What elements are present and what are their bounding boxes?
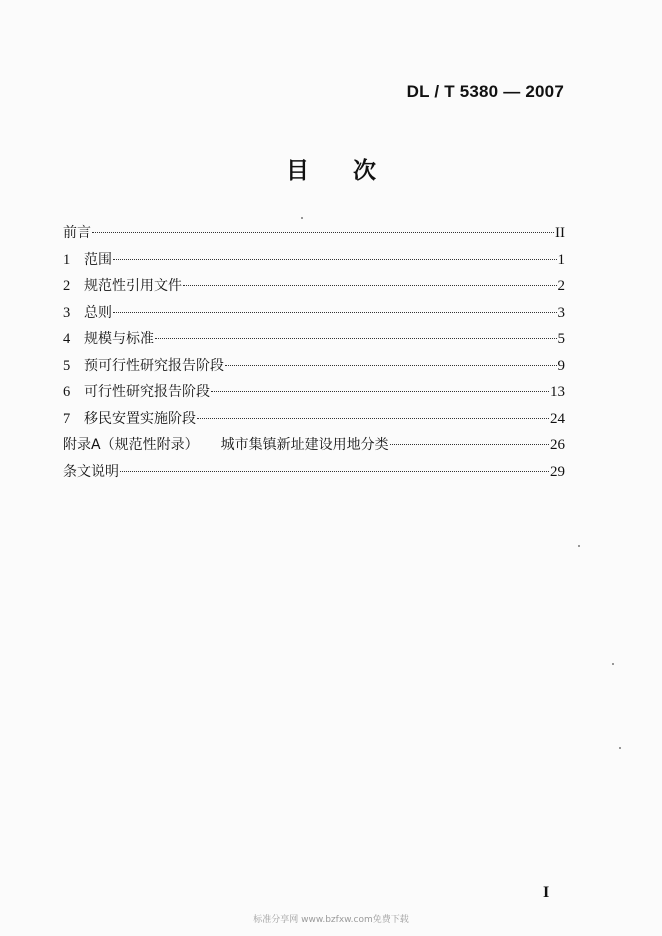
toc-leader-dots [120,471,549,472]
toc-leader-dots [113,259,557,260]
toc-leader-dots [390,444,549,445]
toc-entry-label: 规范性引用文件 [84,278,182,294]
scan-speck [619,747,621,749]
toc-entry-1[interactable] [63,249,565,276]
toc-entry-page: 9 [557,357,565,374]
toc-entry-appendix-a[interactable] [63,434,565,461]
toc-entry-4[interactable] [63,328,565,355]
table-of-contents [63,222,565,487]
scan-speck [578,545,580,547]
toc-entry-page: 5 [557,331,565,347]
toc-entry-page: 29 [550,463,565,480]
toc-entry-number: 7 [63,410,71,427]
toc-entry-number: 1 [63,251,71,268]
toc-entry-subtitle: 城市集镇新址建设用地分类 [220,437,389,453]
toc-leader-dots [92,232,554,233]
toc-leader-dots [155,338,557,339]
toc-entry-number: 6 [63,384,71,400]
toc-entry-page: II [555,225,565,241]
title-char-2: 次 [353,158,376,184]
toc-entry-5[interactable] [63,355,565,382]
title-char-1: 目 [286,158,309,184]
toc-entry-number: 2 [63,278,71,294]
toc-entry-6[interactable] [63,381,565,408]
toc-entry-3[interactable] [63,302,565,329]
toc-entry-explanation[interactable] [63,461,565,488]
toc-entry-number: 3 [63,304,71,321]
scan-speck [301,217,303,219]
page-title [0,152,662,185]
toc-entry-page: 1 [557,251,565,268]
toc-leader-dots [183,285,557,286]
toc-entry-label: 总则 [84,304,112,321]
toc-entry-foreword[interactable] [63,222,565,249]
toc-entry-number: 4 [63,331,71,347]
toc-entry-label: 可行性研究报告阶段 [84,384,210,400]
standard-code: DL / T 5380 — 2007 [406,82,564,101]
toc-leader-dots [225,365,557,366]
toc-leader-dots [113,312,557,313]
toc-entry-page: 13 [550,384,565,400]
page-folio: I [543,884,550,901]
toc-leader-dots [211,391,549,392]
toc-entry-label: 规模与标准 [84,331,154,347]
watermark-footer: 标准分享网 www.bzfxw.com免费下载 [253,915,409,925]
scan-speck [612,663,614,665]
toc-entry-page: 2 [557,278,565,294]
toc-entry-7[interactable] [63,408,565,435]
toc-entry-page: 3 [557,304,565,321]
toc-entry-page: 26 [550,437,565,453]
toc-entry-label: 范围 [84,251,112,268]
toc-entry-label: 移民安置实施阶段 [84,410,196,427]
toc-entry-label: 预可行性研究报告阶段 [84,357,224,374]
toc-entry-label: 前言 [63,225,91,241]
toc-leader-dots [197,418,549,419]
toc-entry-number: 5 [63,357,71,374]
toc-entry-label: 条文说明 [63,463,119,480]
toc-entry-2[interactable] [63,275,565,302]
toc-entry-label: 附录A（规范性附录） [63,437,199,453]
toc-entry-page: 24 [550,410,565,427]
